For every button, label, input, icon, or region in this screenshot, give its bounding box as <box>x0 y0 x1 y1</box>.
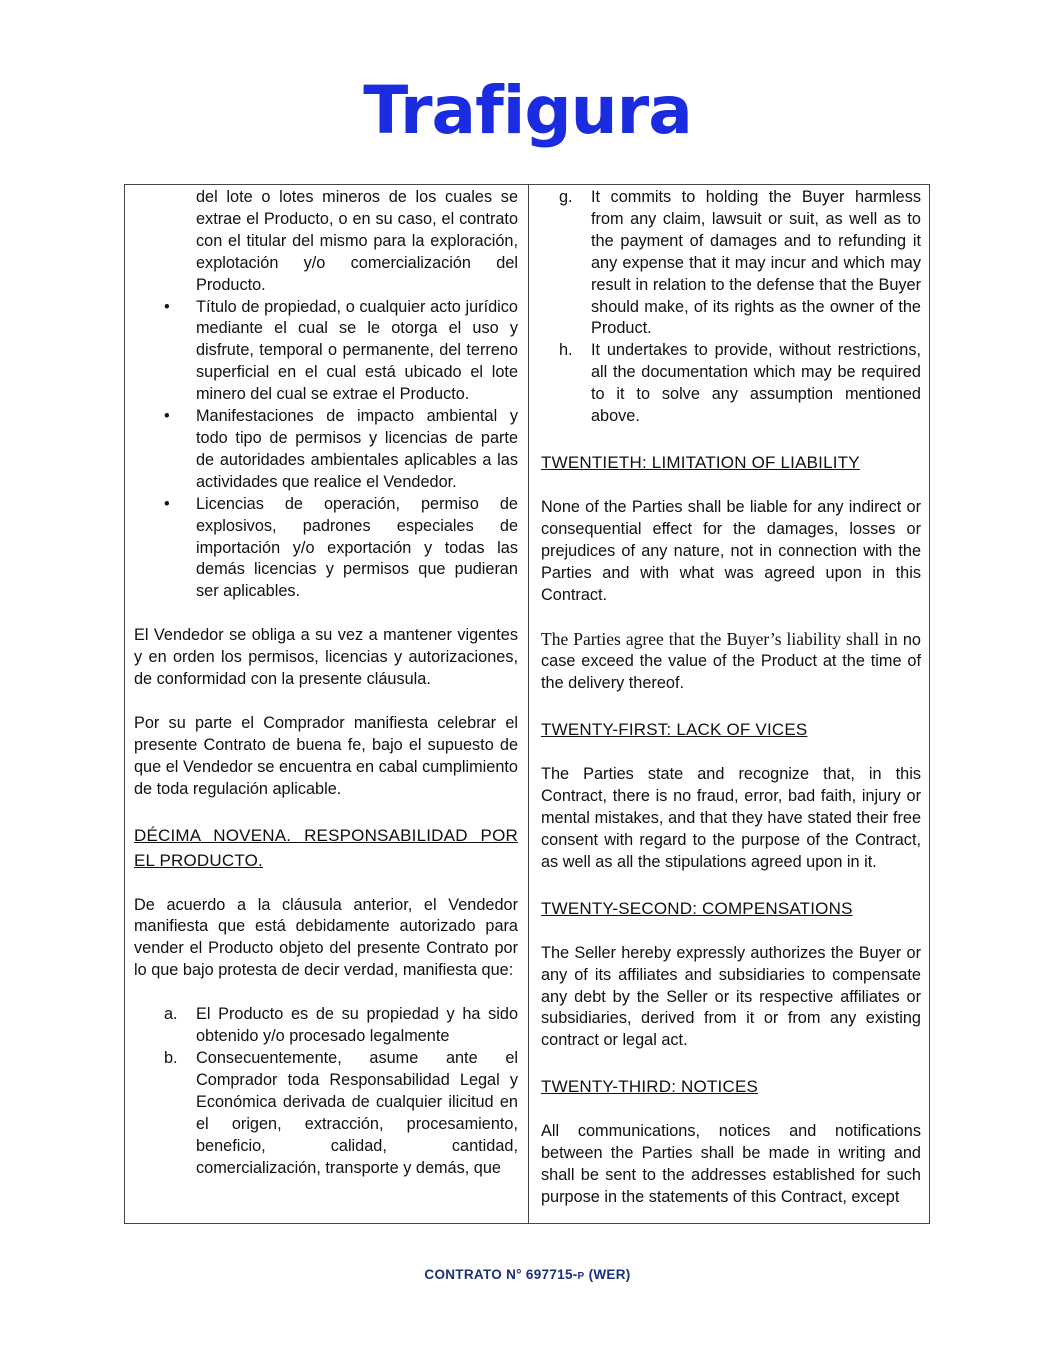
list-marker: h. <box>559 341 573 360</box>
contract-table <box>124 184 930 1224</box>
paragraph: None of the Parties shall be liable for any indirect or consequential effect for the damages, losses or prejudices of any nature, not in connection with the Parties and with what was agreed upon in this Contract. <box>541 497 921 604</box>
paragraph: Por su parte el Comprador manifiesta celebrar el presente Contrato de buena fe, bajo el supuesto de que el Vendedor se encuentra en cabal cumplimiento de toda regulación aplicable. <box>134 713 518 798</box>
list-item <box>541 340 921 428</box>
footer-prefix: CONTRATO N° 697715- <box>424 1267 578 1282</box>
list-item <box>134 1004 518 1048</box>
trafigura-logo: Trafigura <box>363 72 692 149</box>
clause-heading: TWENTY-FIRST: LACK OF VICES <box>541 720 808 740</box>
list-item-text: Título de propiedad, o cualquier acto jurídico mediante el cual se le otorga el uso y disfrute, temporal o permanente, del terreno superficial en el cual está ubicado el lote minero del cual se extrae el Producto. <box>196 297 518 404</box>
clause-heading: TWENTY-THIRD: NOTICES <box>541 1077 759 1097</box>
bullet-icon: • <box>164 297 170 316</box>
english-column <box>529 185 929 1223</box>
declarations-list <box>134 1004 518 1179</box>
paragraph-rest: no case exceed the value of the Product at the time of the delivery thereof. <box>541 630 921 693</box>
list-item-text: Manifestaciones de impacto ambiental y todo tipo de permisos y licencias de parte de autoridades ambientales aplicables a las actividades que realice el Vendedor. <box>196 407 518 491</box>
paragraph: The Seller hereby expressly authorizes the Buyer or any of its affiliates and subsidiaries to compensate any debt by the Seller or its respective affiliates or subsidiaries, derived from it or from any existing contract or legal act. <box>541 943 921 1050</box>
list-item-text: El Producto es de su propiedad y ha sido obtenido y/o procesado legalmente <box>196 1005 518 1046</box>
paragraph: El Vendedor se obliga a su vez a mantener vigentes y en orden los permisos, licencias y autorizaciones, de conformidad con la presente cláusula. <box>134 626 518 689</box>
list-marker: b. <box>164 1049 178 1067</box>
list-item <box>134 1048 518 1179</box>
footer-suffix: (WER) <box>584 1267 631 1282</box>
undertakings-list <box>541 187 921 428</box>
footer-suffix-small: P <box>577 1271 585 1282</box>
paragraph: De acuerdo a la cláusula anterior, el Vendedor manifiesta que está debidamente autorizado para vender el Producto objeto del presente Contrato por lo que bajo protesta de decir verdad, manifiesta que: <box>134 895 518 980</box>
list-marker: g. <box>559 188 573 206</box>
clause-heading: TWENTY-SECOND: COMPENSATIONS <box>541 898 853 918</box>
paragraph: All communications, notices and notifications between the Parties shall be made in writing and shall be sent to the addresses established for such purpose in the statements of this Contract, except <box>541 1122 921 1206</box>
spanish-column <box>125 185 529 1223</box>
paragraph: The Parties state and recognize that, in this Contract, there is no fraud, error, bad faith, injury or mental mistakes, and that they have stated their free consent with regard to the purpose of the Contract, as well as all the stipulations agreed upon in it. <box>541 765 921 871</box>
list-item-text: Consecuentemente, asume ante el Comprador toda Responsabilidad Legal y Económica derivada de cualquier ilicitud en el origen, extracción, procesamiento, beneficio, calidad, cantidad, comercialización, transporte y demás, que <box>196 1049 518 1177</box>
bullet-icon: • <box>164 407 170 426</box>
list-item-text: It commits to holding the Buyer harmless from any claim, lawsuit or suit, as well as to the payment of damages and to refunding it any expense that it may incur and which may result in relation to the defense that the Buyer should make, of its rights as the owner of the Product. <box>591 188 921 338</box>
requirements-list <box>134 297 518 604</box>
list-item-text: Licencias de operación, permiso de explosivos, padrones especiales de importación y/o exportación y todas las demás licencias y permisos que pudieran ser aplicables. <box>196 494 518 601</box>
list-item-text: It undertakes to provide, without restrictions, all the documentation which may be required to it to solve any assumption mentioned above. <box>591 341 921 426</box>
clause-heading: TWENTIETH: LIMITATION OF LIABILITY <box>541 452 860 472</box>
list-continuation: del lote o lotes mineros de los cuales se extrae el Producto, o en su caso, el contrato con el titular del mismo para la exploración, explotación y/o comercialización del Producto. <box>196 188 518 294</box>
list-item <box>134 297 518 407</box>
paragraph <box>541 629 921 696</box>
list-marker: a. <box>164 1005 178 1024</box>
bullet-icon: • <box>164 494 170 513</box>
paragraph-lead: The Parties agree that the Buyer’s liability shall in <box>541 628 898 649</box>
list-item <box>541 187 921 340</box>
list-item <box>134 406 518 494</box>
list-item <box>134 494 518 604</box>
contract-number-footer <box>0 1267 1055 1282</box>
clause-heading: DÉCIMA NOVENA. RESPONSABILIDAD POR EL PRODUCTO. <box>134 825 518 870</box>
